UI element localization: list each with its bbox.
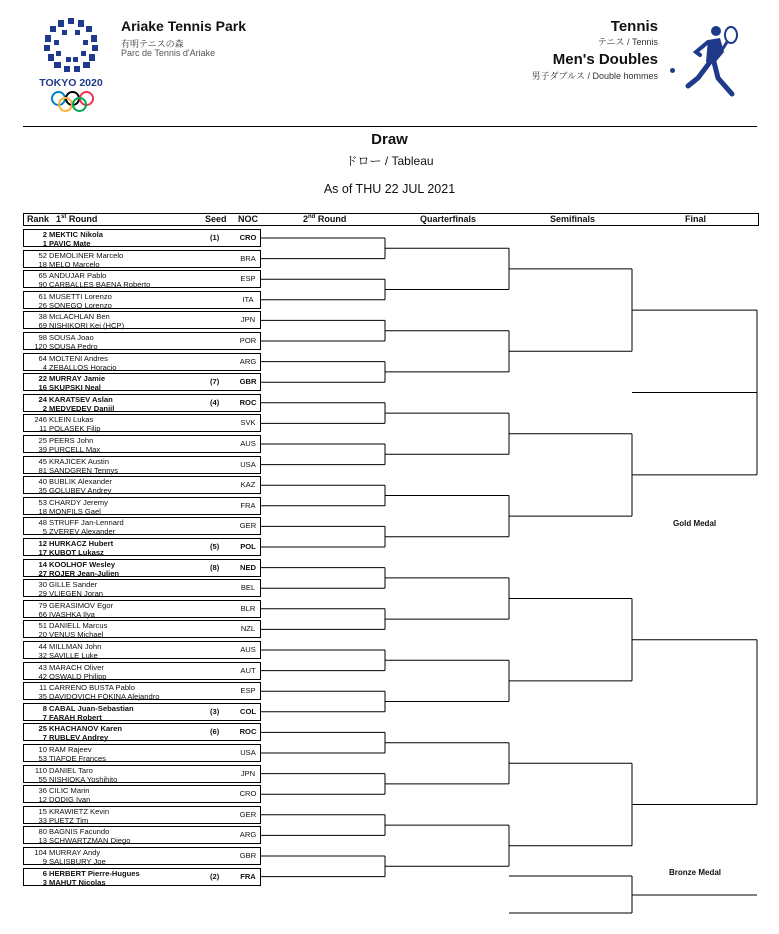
player-name: MARACH Oliver [49, 662, 104, 672]
noc-code: KAZ [240, 480, 256, 490]
noc-code: AUS [240, 439, 256, 448]
player-rank: 38 [38, 312, 47, 322]
player-name: KOOLHOF Wesley [49, 559, 116, 569]
player-rank: 6 [42, 868, 47, 878]
player-name: KARATSEV Aslan [49, 394, 113, 404]
venue-name: Ariake Tennis Park [121, 18, 247, 34]
player-name: MEDVEDEV Daniil [49, 403, 115, 413]
col-quarterfinals: Quarterfinals [420, 214, 477, 224]
event-name: Men's Doubles [552, 51, 658, 68]
player-name: GERASIMOV Egor [49, 600, 114, 610]
col-final: Final [685, 214, 707, 224]
player-name: SALISBURY Joe [49, 857, 106, 866]
seed-label: (6) [210, 727, 220, 737]
player-rank: 42 [38, 671, 47, 681]
player-rank: 13 [38, 836, 47, 846]
player-name: GOLUBEV Andrey [49, 486, 112, 496]
as-of-date: As of THU 22 JUL 2021 [323, 182, 456, 196]
player-rank: 39 [38, 445, 47, 454]
player-name: KLEIN Lukas [49, 415, 94, 425]
col-round2-text: Round [317, 214, 347, 224]
seed-label: (4) [210, 397, 220, 407]
noc-code: ROC [239, 727, 257, 737]
player-rank: 29 [38, 589, 47, 599]
noc-code: ESP [240, 274, 256, 284]
player-name: DANIELL Marcus [49, 621, 108, 631]
player-rank: 5 [42, 527, 47, 537]
seed-label: (1) [210, 233, 220, 242]
seed-label: (7) [210, 377, 220, 387]
player-name: SONEGO Lorenzo [49, 300, 112, 310]
noc-code: USA [240, 748, 256, 757]
noc-code: ESP [240, 686, 256, 696]
noc-code: FRA [240, 500, 256, 510]
player-name: ROJER Jean-Julien [49, 568, 120, 578]
player-rank: 79 [38, 600, 47, 610]
player-name: PEERS John [49, 436, 94, 445]
noc-code: BRA [240, 253, 256, 263]
noc-code: ITA [242, 294, 254, 304]
player-rank: 66 [38, 609, 47, 619]
noc-code: BLR [240, 603, 256, 613]
title-fr: Tableau [391, 154, 434, 168]
player-name: ANDUJAR Pablo [49, 271, 107, 281]
player-name: MEKTIC Nikola [49, 230, 104, 239]
col-noc: NOC [238, 214, 258, 224]
player-rank: 2 [42, 230, 47, 239]
seed-label: (3) [210, 706, 220, 716]
player-name: SANDGREN Tennys [49, 465, 119, 475]
noc-code: POR [239, 336, 257, 345]
player-rank: 25 [38, 724, 47, 734]
bronze-medal-label: Bronze Medal [669, 868, 722, 877]
player-rank: 51 [38, 621, 47, 631]
player-name: CHARDY Jeremy [49, 497, 108, 507]
player-name: IVASHKA Ilya [49, 609, 95, 619]
player-name: CILIC Marin [49, 786, 90, 796]
player-name: CABAL Juan-Sebastian [49, 703, 134, 713]
player-name: MELO Marcelo [49, 259, 100, 269]
sport-name: Tennis [610, 18, 658, 35]
player-rank: 81 [38, 465, 47, 475]
player-rank: 36 [38, 786, 47, 796]
player-rank: 11 [39, 683, 47, 693]
logo-text: TOKYO 2020 [39, 77, 103, 89]
player-name: MOLTENI Andres [49, 353, 108, 363]
player-rank: 8 [42, 703, 47, 713]
player-name: FARAH Robert [49, 712, 102, 722]
player-name: SCHWARTZMAN Diego [49, 836, 131, 846]
player-rank: 246 [34, 415, 47, 425]
player-rank: 11 [39, 424, 47, 434]
player-rank: 1 [42, 239, 47, 248]
player-name: DAVIDOVICH FOKINA Alejandro [49, 692, 160, 702]
noc-code: ARG [239, 830, 257, 840]
player-name: KHACHANOV Karen [49, 724, 122, 734]
player-rank: 17 [38, 548, 47, 557]
player-name: ZVEREV Alexander [49, 527, 116, 537]
noc-code: AUS [240, 645, 256, 654]
title-jp: ドロー [345, 154, 382, 168]
player-name: RAM Rajeev [49, 745, 92, 754]
noc-code: USA [240, 459, 256, 469]
player-name: BAGNIS Facundo [49, 827, 110, 837]
player-rank: 110 [34, 765, 47, 775]
player-rank: 20 [38, 630, 47, 640]
player-name: BUBLIK Alexander [49, 477, 112, 487]
seed-label: (8) [210, 562, 220, 572]
player-name: MURRAY Andy [49, 848, 101, 857]
player-name: TIAFOE Frances [49, 754, 106, 763]
player-rank: 53 [38, 754, 47, 763]
noc-code: POL [240, 542, 256, 551]
player-rank: 4 [42, 362, 47, 372]
player-rank: 12 [38, 795, 47, 805]
player-rank: 90 [38, 280, 47, 290]
player-rank: 80 [38, 827, 47, 837]
player-rank: 16 [38, 383, 47, 393]
player-rank: 55 [38, 774, 47, 784]
player-name: PAVIC Mate [49, 239, 91, 248]
player-name: PURCELL Max [49, 445, 101, 454]
noc-code: AUT [240, 665, 256, 675]
document-title: Draw [371, 131, 408, 148]
player-rank: 65 [38, 271, 47, 281]
player-name: DODIG Ivan [49, 795, 91, 805]
player-rank: 35 [38, 486, 47, 496]
col-round2-sup: nd [308, 214, 316, 220]
noc-code: COL [239, 706, 257, 716]
player-name: GILLE Sander [49, 580, 98, 590]
venue-name-jp: 有明テニスの森 [121, 39, 184, 49]
player-name: McLACHLAN Ben [49, 312, 110, 322]
player-rank: 61 [38, 291, 47, 301]
player-name: ZEBALLOS Horacio [49, 362, 117, 372]
venue-name-fr: Parc de Tennis d'Ariake [121, 48, 216, 58]
player-name: STRUFF Jan-Lennard [49, 518, 124, 528]
player-rank: 69 [38, 321, 47, 331]
player-name: DEMOLINER Marcelo [49, 250, 124, 260]
player-name: MAHUT Nicolas [49, 877, 106, 887]
player-rank: 12 [38, 539, 47, 548]
player-rank: 7 [42, 733, 47, 743]
player-name: KUBOT Lukasz [49, 548, 104, 557]
col-round2-num: 2 [303, 214, 309, 224]
player-rank: 18 [38, 259, 47, 269]
player-rank: 18 [38, 506, 47, 516]
sport-name-fr: Tennis [631, 37, 658, 47]
player-rank: 15 [38, 806, 47, 816]
player-rank: 9 [42, 857, 47, 866]
player-rank: 22 [38, 374, 47, 384]
player-name: POLASEK Filip [49, 424, 101, 434]
col-semifinals: Semifinals [550, 214, 596, 224]
gold-medal-label: Gold Medal [673, 519, 717, 528]
noc-code: GER [239, 809, 257, 819]
col-round1-num: 1 [56, 214, 62, 224]
noc-code: BEL [240, 583, 256, 593]
player-name: NISHIOKA Yoshihito [49, 774, 118, 784]
player-rank: 27 [38, 568, 47, 578]
player-name: SOUSA Joao [49, 333, 94, 342]
col-seed: Seed [205, 214, 227, 224]
player-rank: 45 [38, 456, 47, 466]
player-name: MURRAY Jamie [49, 374, 106, 384]
player-name: KRAWIETZ Kevin [49, 806, 110, 816]
col-round1-sup: st [61, 214, 67, 220]
player-rank: 52 [38, 250, 47, 260]
player-rank: 104 [34, 848, 47, 857]
player-name: PUETZ Tim [49, 815, 89, 825]
noc-code: JPN [240, 768, 256, 778]
player-name: CARBALLES BAENA Roberto [49, 280, 151, 290]
player-name: VLIEGEN Joran [49, 589, 104, 599]
seed-label: (2) [210, 871, 220, 881]
player-name: HERBERT Pierre-Hugues [49, 868, 140, 878]
separator: / [587, 71, 590, 81]
player-name: NISHIKORI Kei (HCP) [49, 321, 125, 331]
player-name: MUSETTI Lorenzo [49, 291, 112, 301]
player-rank: 30 [38, 580, 47, 590]
player-rank: 35 [38, 692, 47, 702]
separator: / [626, 37, 630, 47]
player-name: HURKACZ Hubert [49, 539, 114, 548]
noc-code: JPN [240, 315, 256, 325]
player-rank: 40 [38, 477, 47, 487]
noc-code: ROC [239, 397, 257, 407]
noc-code: ARG [239, 356, 257, 366]
noc-code: CRO [239, 233, 257, 242]
separator: / [384, 154, 389, 168]
player-name: VENUS Michael [49, 630, 104, 640]
sport-name-jp: テニス [597, 37, 625, 47]
player-name: DANIEL Taro [49, 765, 93, 775]
player-name: MONFILS Gael [49, 506, 101, 516]
col-round1-text: Round [68, 214, 98, 224]
player-name: SOUSA Pedro [49, 342, 98, 351]
seed-label: (5) [210, 542, 220, 551]
event-name-fr: Double hommes [592, 71, 658, 81]
player-rank: 24 [38, 394, 47, 404]
player-rank: 14 [38, 559, 47, 569]
noc-code: SVK [240, 418, 256, 428]
noc-code: GBR [239, 377, 257, 387]
player-name: SAVILLE Luke [49, 651, 98, 660]
player-name: MILLMAN John [49, 642, 102, 651]
noc-code: GBR [239, 851, 257, 860]
player-name: SKUPSKI Neal [49, 383, 101, 393]
player-rank: 25 [38, 436, 47, 445]
player-name: CARRENO BUSTA Pablo [49, 683, 135, 693]
col-rank: Rank [27, 214, 50, 224]
player-rank: 44 [38, 642, 47, 651]
player-rank: 26 [38, 300, 47, 310]
noc-code: NED [239, 562, 257, 572]
noc-code: FRA [240, 871, 256, 881]
player-rank: 2 [42, 403, 47, 413]
player-rank: 33 [38, 815, 47, 825]
player-rank: 32 [38, 651, 47, 660]
player-name: KRAJICEK Austin [49, 456, 109, 466]
player-rank: 48 [38, 518, 47, 528]
player-rank: 64 [38, 353, 47, 363]
noc-code: NZL [240, 624, 256, 634]
player-rank: 7 [42, 712, 47, 722]
event-name-jp: 男子ダブルス [531, 71, 585, 81]
noc-code: GER [239, 521, 257, 531]
player-rank: 120 [34, 342, 47, 351]
player-name: RUBLEV Andrey [49, 733, 109, 743]
player-rank: 98 [38, 333, 47, 342]
player-rank: 53 [38, 497, 47, 507]
player-rank: 10 [38, 745, 47, 754]
player-rank: 3 [42, 877, 47, 887]
player-rank: 43 [38, 662, 47, 672]
player-name: OSWALD Philipp [49, 671, 107, 681]
noc-code: CRO [239, 789, 257, 799]
